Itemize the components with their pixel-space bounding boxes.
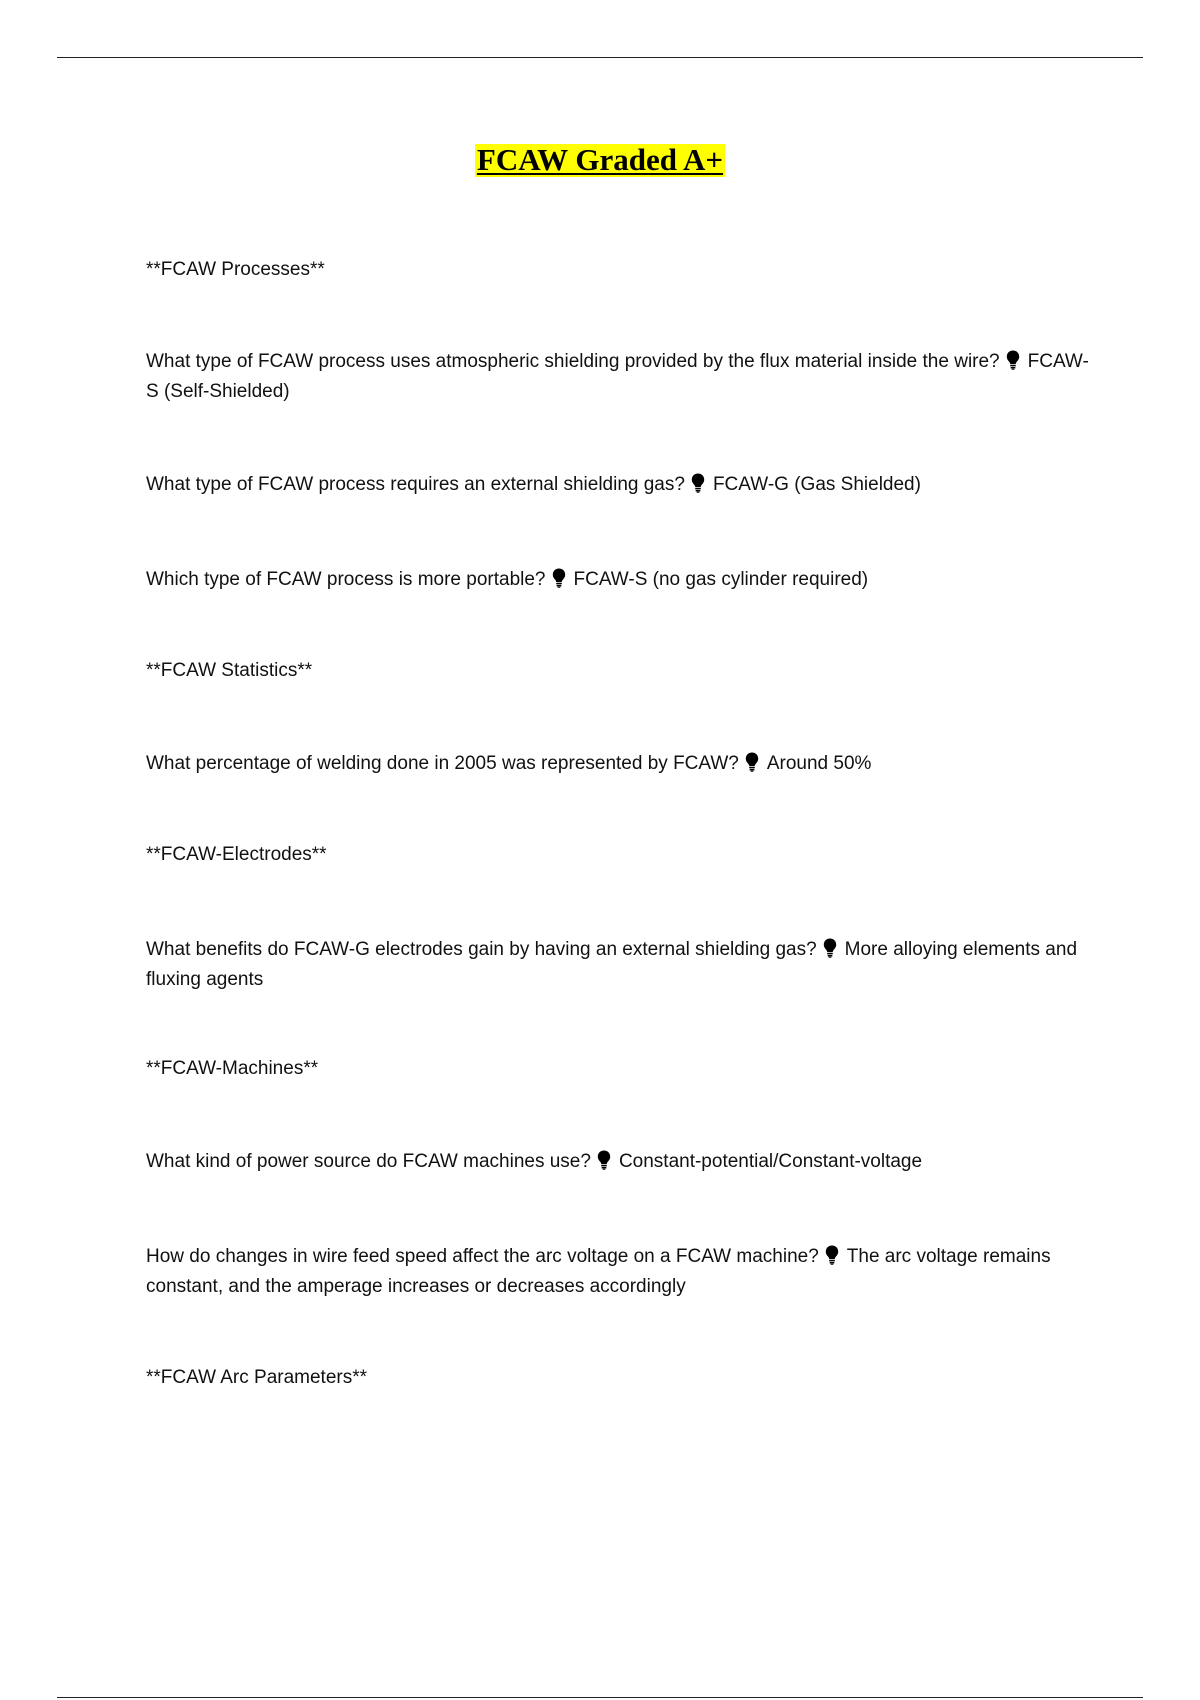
answer-text: FCAW-G (Gas Shielded) <box>712 474 921 495</box>
answer-text: The arc voltage remains constant, and the amperage increases or decreases accordingly <box>146 1246 1051 1297</box>
section-heading <box>146 1054 1096 1084</box>
section-heading <box>146 255 1096 285</box>
heading-text: **FCAW Processes** <box>146 259 325 280</box>
title-container <box>0 144 1200 177</box>
qa-item <box>146 565 1096 595</box>
lightbulb-icon <box>691 473 705 493</box>
section-heading <box>146 656 1096 686</box>
qa-item <box>146 470 1096 500</box>
question-text: What percentage of welding done in 2005 was represented by FCAW? <box>146 753 739 774</box>
section-heading <box>146 1363 1096 1393</box>
heading-text: **FCAW-Machines** <box>146 1058 319 1079</box>
bottom-rule <box>57 1697 1143 1698</box>
lightbulb-icon <box>597 1150 611 1170</box>
answer-text: Constant-potential/Constant-voltage <box>618 1151 923 1172</box>
section-heading <box>146 840 1096 870</box>
question-text: What kind of power source do FCAW machines use? <box>146 1151 591 1172</box>
lightbulb-icon <box>823 938 837 958</box>
lightbulb-icon <box>552 568 566 588</box>
answer-text: FCAW-S (Self-Shielded) <box>146 351 1089 402</box>
qa-item <box>146 749 1096 779</box>
question-text: What type of FCAW process uses atmospheric shielding provided by the flux material inside the wire? <box>146 351 1000 372</box>
qa-item <box>146 935 1096 995</box>
top-rule <box>57 57 1143 58</box>
lightbulb-icon <box>825 1245 839 1265</box>
qa-item <box>146 347 1096 407</box>
heading-text: **FCAW-Electrodes** <box>146 844 327 865</box>
heading-text: **FCAW Arc Parameters** <box>146 1367 368 1388</box>
question-text: What benefits do FCAW-G electrodes gain by having an external shielding gas? <box>146 939 817 960</box>
answer-text: More alloying elements and fluxing agents <box>146 939 1078 990</box>
question-text: What type of FCAW process requires an external shielding gas? <box>146 474 685 495</box>
lightbulb-icon <box>1006 350 1020 370</box>
answer-text: FCAW-S (no gas cylinder required) <box>573 569 869 590</box>
lightbulb-icon <box>745 752 759 772</box>
answer-text: Around 50% <box>766 753 872 774</box>
qa-item <box>146 1147 1096 1177</box>
question-text: How do changes in wire feed speed affect the arc voltage on a FCAW machine? <box>146 1246 819 1267</box>
heading-text: **FCAW Statistics** <box>146 660 313 681</box>
qa-item <box>146 1242 1096 1302</box>
question-text: Which type of FCAW process is more portable? <box>146 569 546 590</box>
document-title: FCAW Graded A+ <box>476 142 724 177</box>
